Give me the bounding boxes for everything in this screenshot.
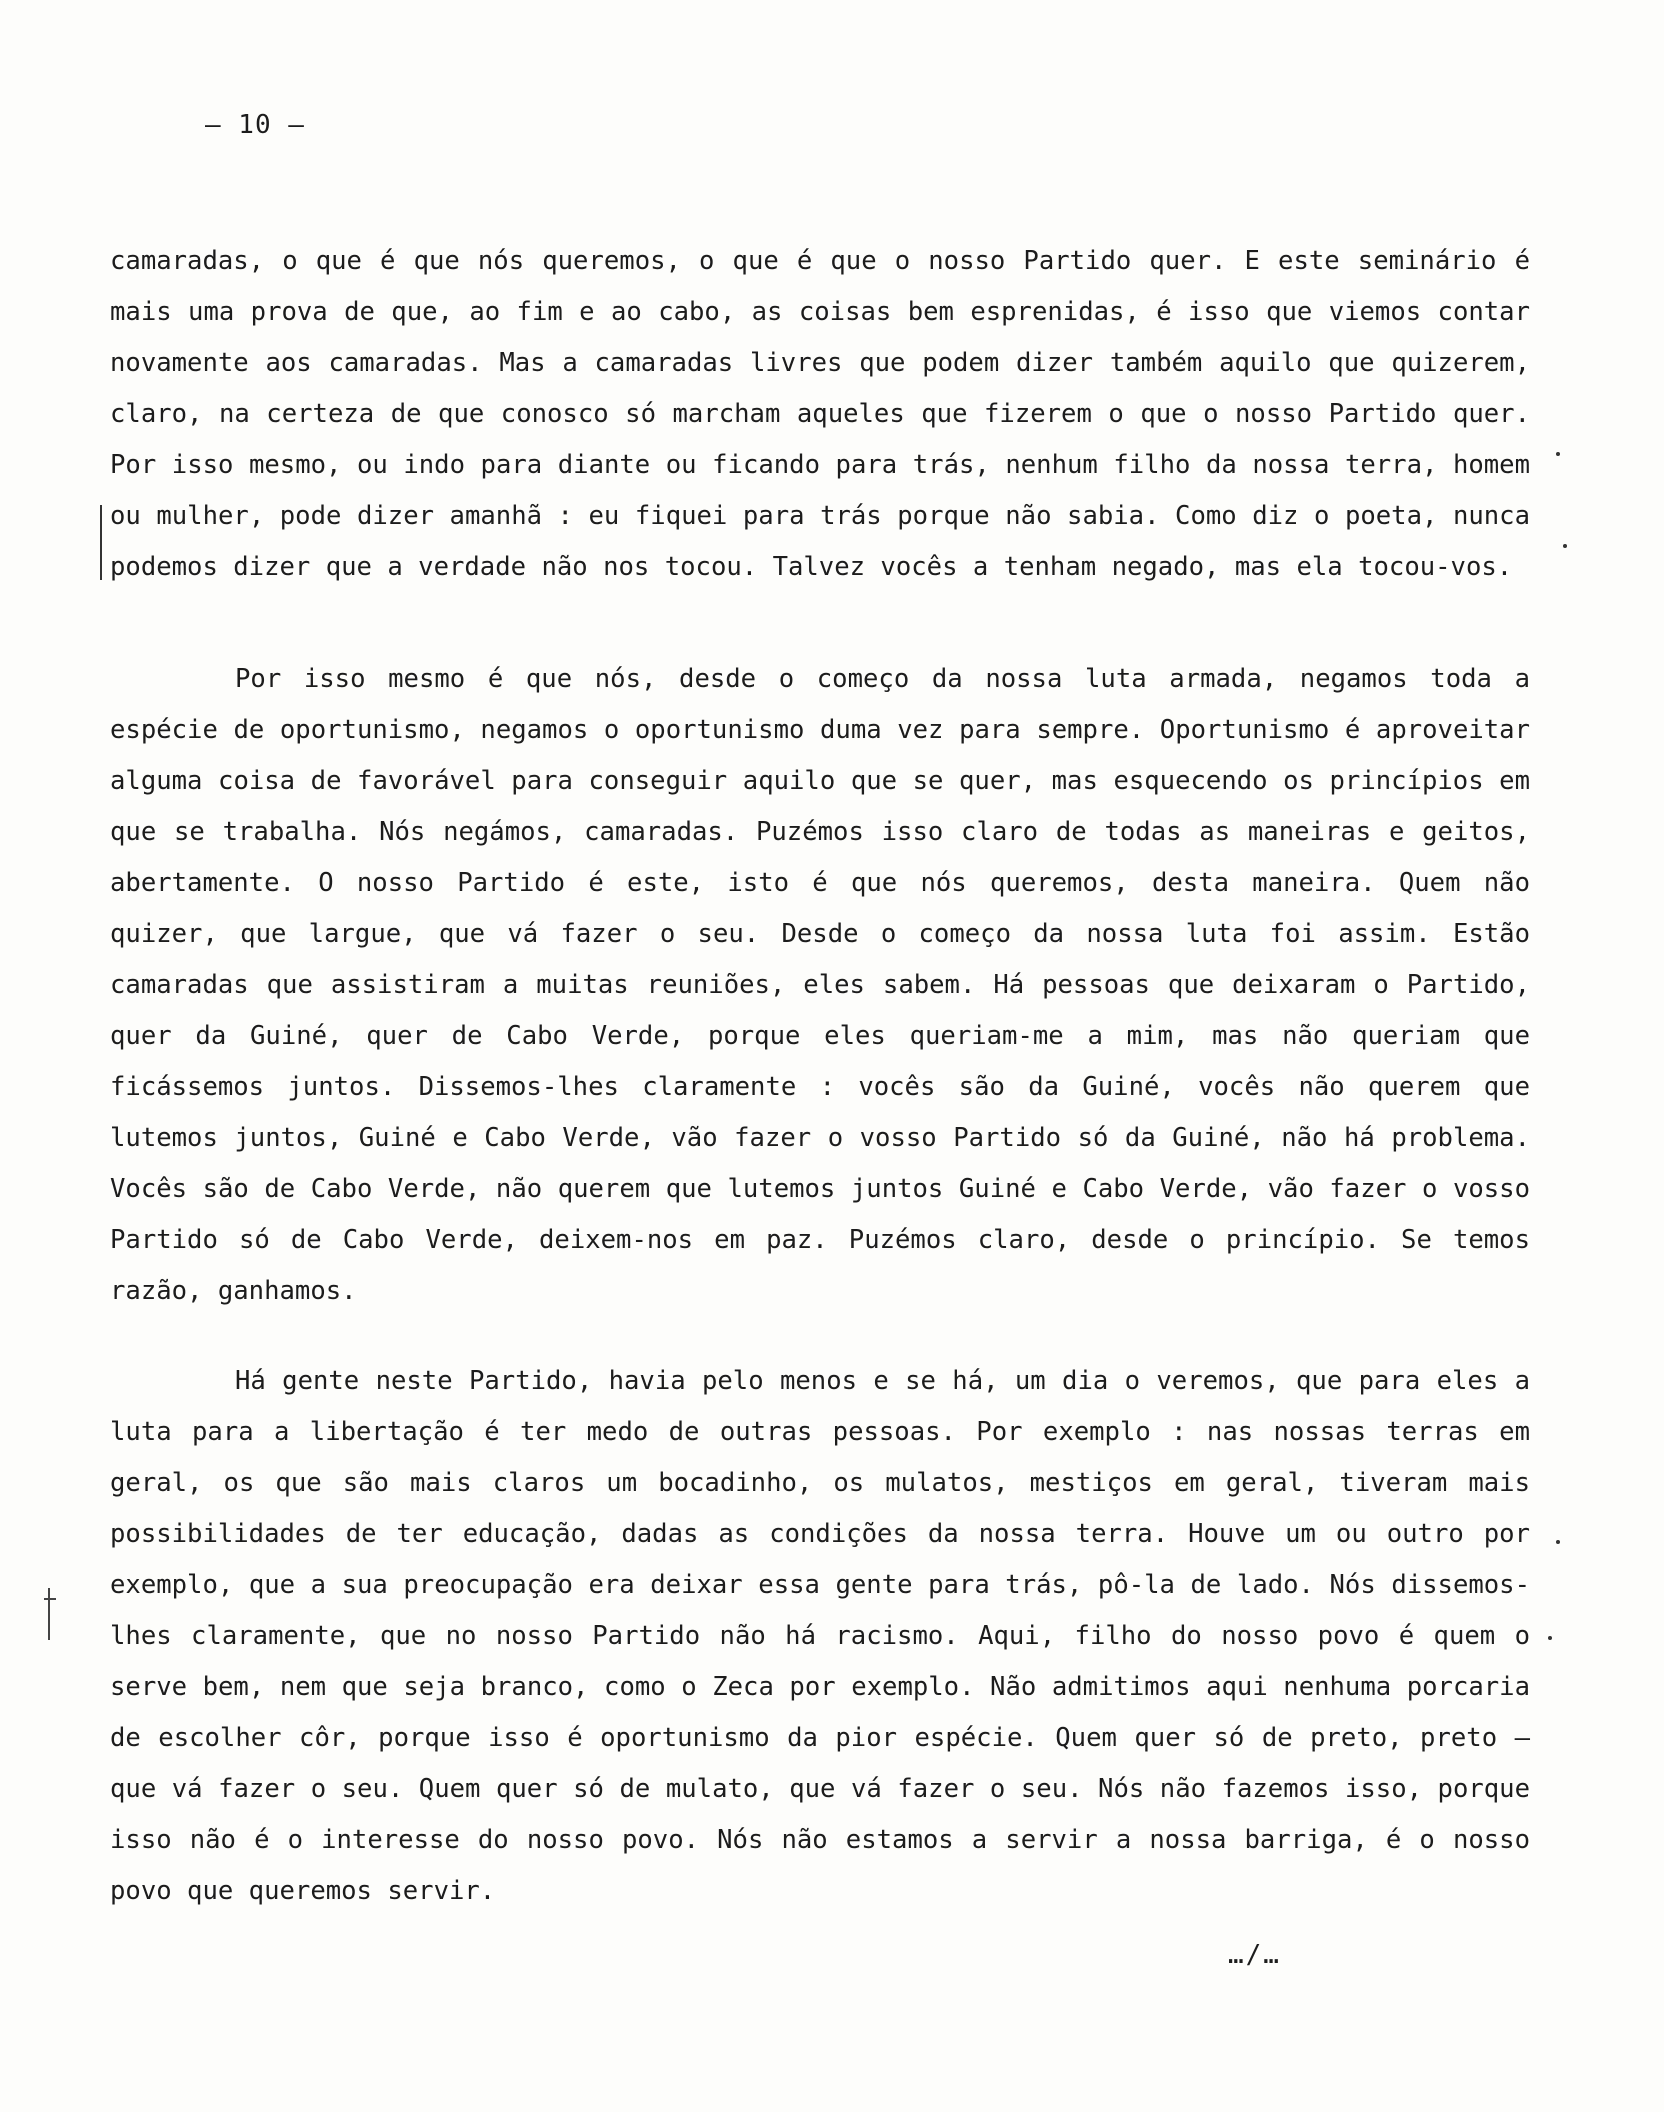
paragraph-2: Por isso mesmo é que nós, desde o começo da nossa luta armada, negamos toda a espécie de oportunismo, negamos o oportunismo duma vez para sempre. Oportunismo é aproveitar alguma coisa de favorável para conseguir aquilo que se quer, mas esquecendo os princípios em que se trabalha. Nós negámos, camaradas. Puzémos isso claro de todas as maneiras e geitos, abertamente. O nosso Partido é este, isto é que nós queremos, desta maneira. Quem não quizer, que largue, que vá fazer o seu. Desde o começo da nossa luta foi assim. Estão camaradas que assistiram a muitas reuniões, eles sabem. Há pessoas que deixaram o Partido, quer da Guiné, quer de Cabo Verde, porque eles queriam-me a mim, mas não queriam que ficássemos juntos. Dissemos-lhes claramente : vocês são da Guiné, vocês não querem que lutemos juntos, Guiné e Cabo Verde, vão fazer o vosso Partido só da Guiné, não há problema. Vocês são de Cabo Verde, não querem que lutemos juntos Guiné e Cabo Verde, vão fazer o vosso Partido só de Cabo Verde, deixem-nos em paz. Puzémos claro, desde o princípio. Se temos razão, ganhamos.: [110, 663, 1530, 1306]
margin-dot: [1548, 1636, 1552, 1640]
continuation-mark: …/…: [1228, 1940, 1281, 1970]
margin-dot: [1556, 452, 1560, 456]
margin-mark: [44, 1598, 56, 1600]
paragraph-1: camaradas, o que é que nós queremos, o que é que o nosso Partido quer. E este seminário é mais uma prova de que, ao fim e ao cabo, as coisas bem esprenidas, é isso que viemos contar novamente aos camaradas. Mas a camaradas livres que podem dizer também aquilo que quizerem, claro, na certeza de que conosco só marcham aqueles que fizerem o que o nosso Partido quer. Por isso mesmo, ou indo para diante ou ficando para trás, nenhum filho da nossa terra, homem ou mulher, pode dizer amanhã : eu fiquei para trás porque não sabia. Como diz o poeta, nunca podemos dizer que a verdade não nos tocou. Talvez vocês a tenham negado, mas ela tocou-vos.: [110, 245, 1530, 582]
margin-mark: [100, 505, 102, 580]
margin-mark: [48, 1588, 50, 1640]
margin-dot: [1563, 544, 1567, 548]
margin-dot: [1556, 1540, 1560, 1544]
paragraph-3: Há gente neste Partido, havia pelo menos e se há, um dia o veremos, que para eles a luta para a libertação é ter medo de outras pessoas. Por exemplo : nas nossas terras em geral, os que são mais claros um bocadinho, os mulatos, mestiços em geral, tiveram mais possibilidades de ter educação, dadas as condições da nossa terra. Houve um ou outro por exemplo, que a sua preocupação era deixar essa gente para trás, pô-la de lado. Nós dissemos-lhes claramente, que no nosso Partido não há racismo. Aqui, filho do nosso povo é quem o serve bem, nem que seja branco, como o Zeca por exemplo. Não admitimos aqui nenhuma porcaria de escolher côr, porque isso é oportunismo da pior espécie. Quem quer só de preto, preto – que vá fazer o seu. Quem quer só de mulato, que vá fazer o seu. Nós não fazemos isso, porque isso não é o interesse do nosso povo. Nós não estamos a servir a nossa barriga, é o nosso povo que queremos servir.: [110, 1365, 1530, 1906]
page-number: – 10 –: [205, 110, 305, 140]
